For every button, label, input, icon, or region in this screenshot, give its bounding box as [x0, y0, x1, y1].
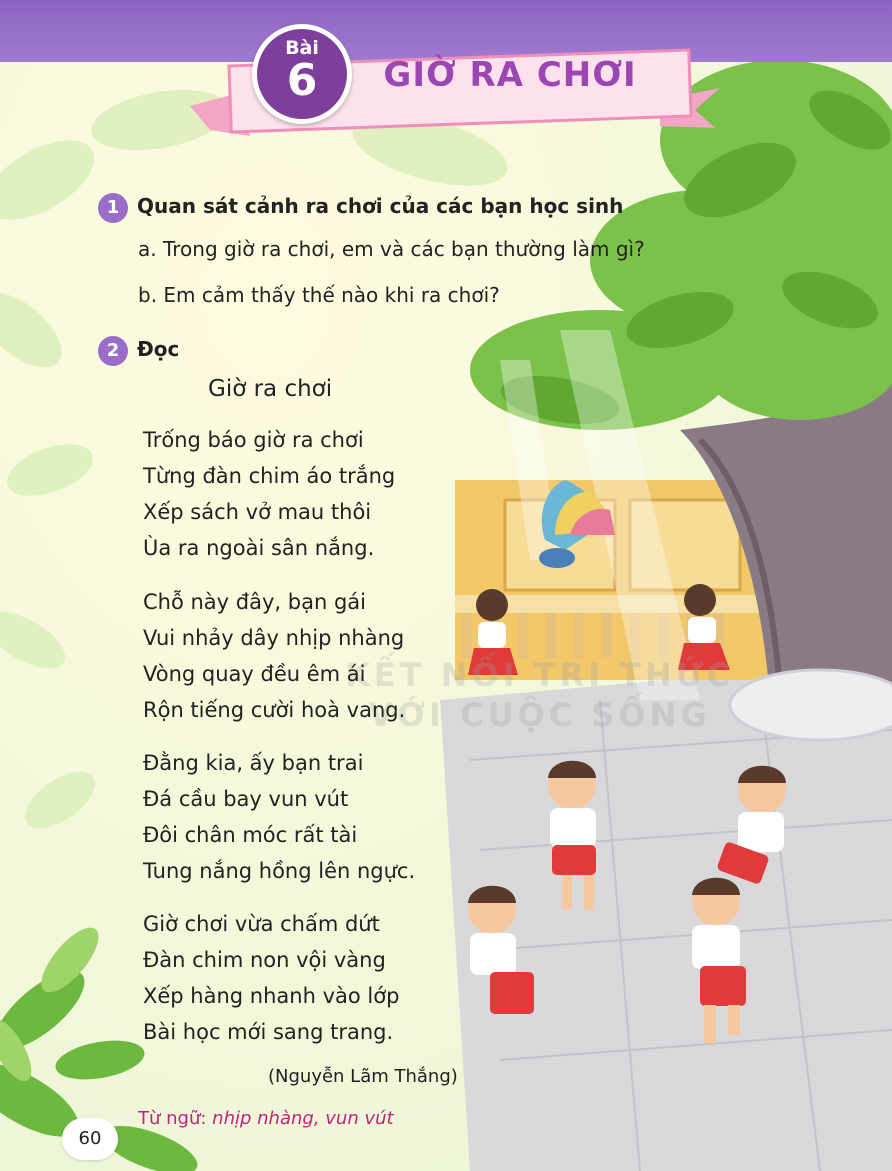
poem-stanza-1 [143, 422, 395, 566]
poem-line: Ùa ra ngoài sân nắng. [143, 536, 375, 560]
watermark-line-2: VỚI CUỘC SỐNG [368, 696, 711, 734]
poem-line: Trống báo giờ ra chơi [143, 428, 364, 452]
poem-line: Đàn chim non vội vàng [143, 948, 386, 972]
poem-line: Rộn tiếng cười hoà vang. [143, 698, 406, 722]
poem-line: Tung nắng hồng lên ngực. [143, 859, 416, 883]
poem-line: Vui nhảy dây nhịp nhàng [143, 626, 405, 650]
poem-line: Giờ chơi vừa chấm dứt [143, 912, 380, 936]
poem-author: (Nguyễn Lãm Thắng) [268, 1066, 458, 1087]
poem-line: Từng đàn chim áo trắng [143, 464, 396, 488]
poem-line: Xếp sách vở mau thôi [143, 500, 372, 524]
lesson-badge [252, 24, 352, 124]
poem-title: Giờ ra chơi [208, 376, 333, 402]
poem-line: Xếp hàng nhanh vào lớp [143, 984, 400, 1008]
section-2-number: 2 [98, 336, 128, 366]
section-2-heading: Đọc [137, 337, 180, 361]
question-b: b. Em cảm thấy thế nào khi ra chơi? [138, 283, 500, 307]
poem-stanza-4 [143, 906, 399, 1050]
section-1-number: 1 [98, 193, 128, 223]
poem-line: Đôi chân móc rất tài [143, 823, 358, 847]
vocabulary-label: Từ ngữ: [138, 1108, 207, 1129]
poem-line: Đá cầu bay vun vút [143, 787, 349, 811]
poem-stanza-2 [143, 584, 405, 728]
vocabulary-words: nhịp nhàng, vun vút [212, 1108, 394, 1129]
poem-line: Vòng quay đều êm ái [143, 662, 366, 686]
lesson-title: GIỜ RA CHƠI [383, 55, 637, 95]
lesson-label: Bài [285, 37, 319, 59]
poem-line: Đằng kia, ấy bạn trai [143, 751, 364, 775]
watermark-line-1: KẾT NỐI TRI THỨC [345, 656, 734, 694]
vocabulary-note [138, 1108, 394, 1129]
poem-stanza-3 [143, 745, 415, 889]
lesson-number: 6 [286, 55, 318, 106]
page-number: 60 [62, 1118, 118, 1160]
poem-line: Chỗ này đây, bạn gái [143, 590, 366, 614]
section-1-heading: Quan sát cảnh ra chơi của các bạn học sinh [137, 194, 624, 218]
question-a: a. Trong giờ ra chơi, em và các bạn thường làm gì? [138, 237, 645, 261]
poem-line: Bài học mới sang trang. [143, 1020, 394, 1044]
